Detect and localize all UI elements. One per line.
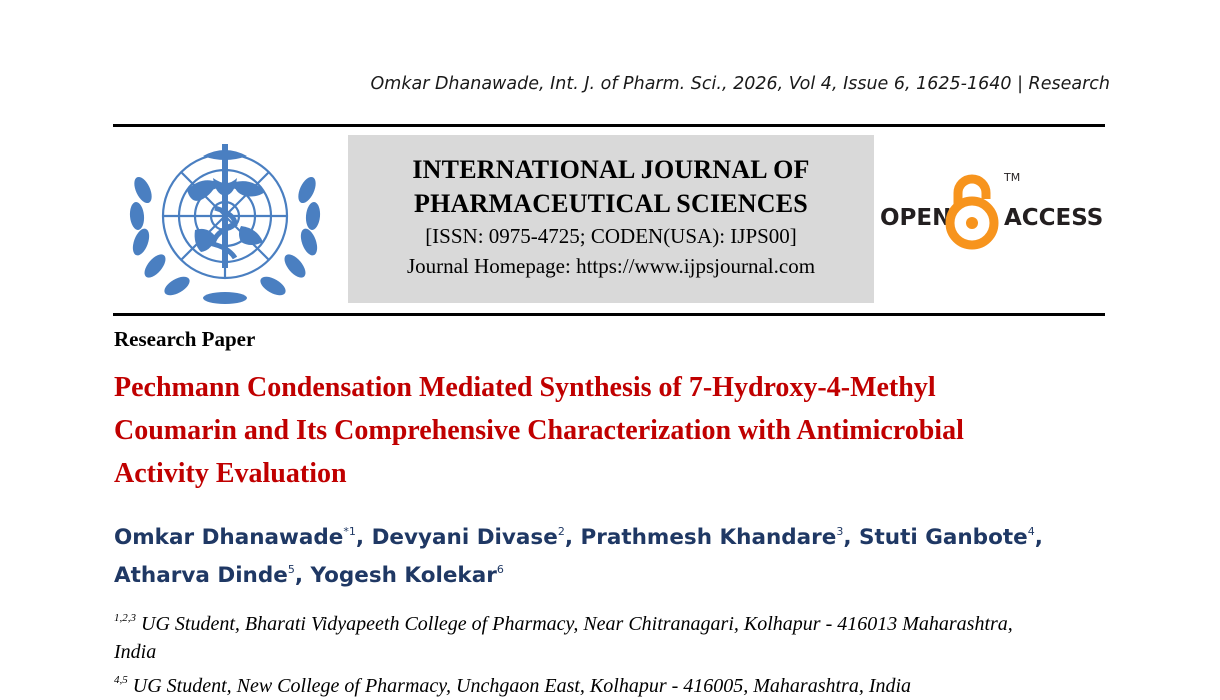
header-rule-top	[113, 124, 1105, 127]
author-affiliation-marker: 3	[836, 525, 844, 538]
header-rule-bottom	[113, 313, 1105, 316]
paper-title	[114, 366, 1114, 495]
author-affiliation-marker: *1	[343, 525, 356, 538]
paper-title-line: Coumarin and Its Comprehensive Characterization with Antimicrobial	[114, 415, 964, 446]
open-access-word-access: ACCESS	[1004, 205, 1104, 231]
author-affiliation-marker: 5	[287, 563, 295, 576]
author-affiliation-marker: 2	[557, 525, 565, 538]
journal-title-line1: INTERNATIONAL JOURNAL OF	[412, 155, 810, 184]
journal-issn: [ISSN: 0975-4725; CODEN(USA): IJPS00]	[425, 224, 797, 248]
author-affiliation-marker: 6	[496, 563, 504, 576]
affiliation-item	[114, 604, 1114, 638]
author-name: Omkar Dhanawade	[114, 525, 344, 550]
author-name: Devyani Divase	[371, 525, 558, 550]
affiliation-text: UG Student, Bharati Vidyapeeth College of Pharmacy, Near Chitranagari, Kolhapur - 416013 Maharashtra,	[141, 613, 1013, 635]
journal-masthead	[348, 135, 874, 303]
author-name: Yogesh Kolekar	[310, 563, 497, 588]
affiliation-marker: 1,2,3	[114, 612, 136, 624]
open-access-logo-icon	[880, 165, 1110, 255]
author-name: Stuti Ganbote	[859, 525, 1028, 550]
author-name: Atharva Dinde	[114, 563, 288, 588]
author-list: Omkar Dhanawade$^{*1}$, Devyani Divase$^2$, Prathmesh Khandare$^3$, Stuti Ganbote$^4$, Atharva Dinde$^5$, Yogesh Kolekar$^6$	[114, 525, 1043, 588]
journal-title-line2: PHARMACEUTICAL SCIENCES	[414, 189, 808, 218]
running-head: Omkar Dhanawade, Int. J. of Pharm. Sci., 2026, Vol 4, Issue 6, 1625-1640 | Research	[370, 74, 1110, 94]
journal-homepage: Journal Homepage: https://www.ijpsjournal.com	[406, 254, 816, 278]
paper-type-label: Research Paper	[114, 327, 256, 351]
open-access-tm: TM	[1004, 171, 1021, 184]
affiliation-marker: 4,5	[114, 674, 128, 686]
open-access-word-open: OPEN	[880, 205, 952, 231]
un-emblem-icon	[125, 138, 325, 306]
paper-title-line: Pechmann Condensation Mediated Synthesis of 7-Hydroxy-4-Methyl	[114, 372, 936, 403]
affiliation-text-continued: India	[114, 641, 157, 663]
author-name: Prathmesh Khandare	[580, 525, 837, 550]
affiliation-list	[114, 604, 1114, 700]
affiliation-text: UG Student, New College of Pharmacy, Unchgaon East, Kolhapur - 416005, Maharashtra, India	[132, 675, 912, 697]
paper-title-line: Activity Evaluation	[114, 458, 347, 489]
author-affiliation-marker: 4	[1027, 525, 1035, 538]
